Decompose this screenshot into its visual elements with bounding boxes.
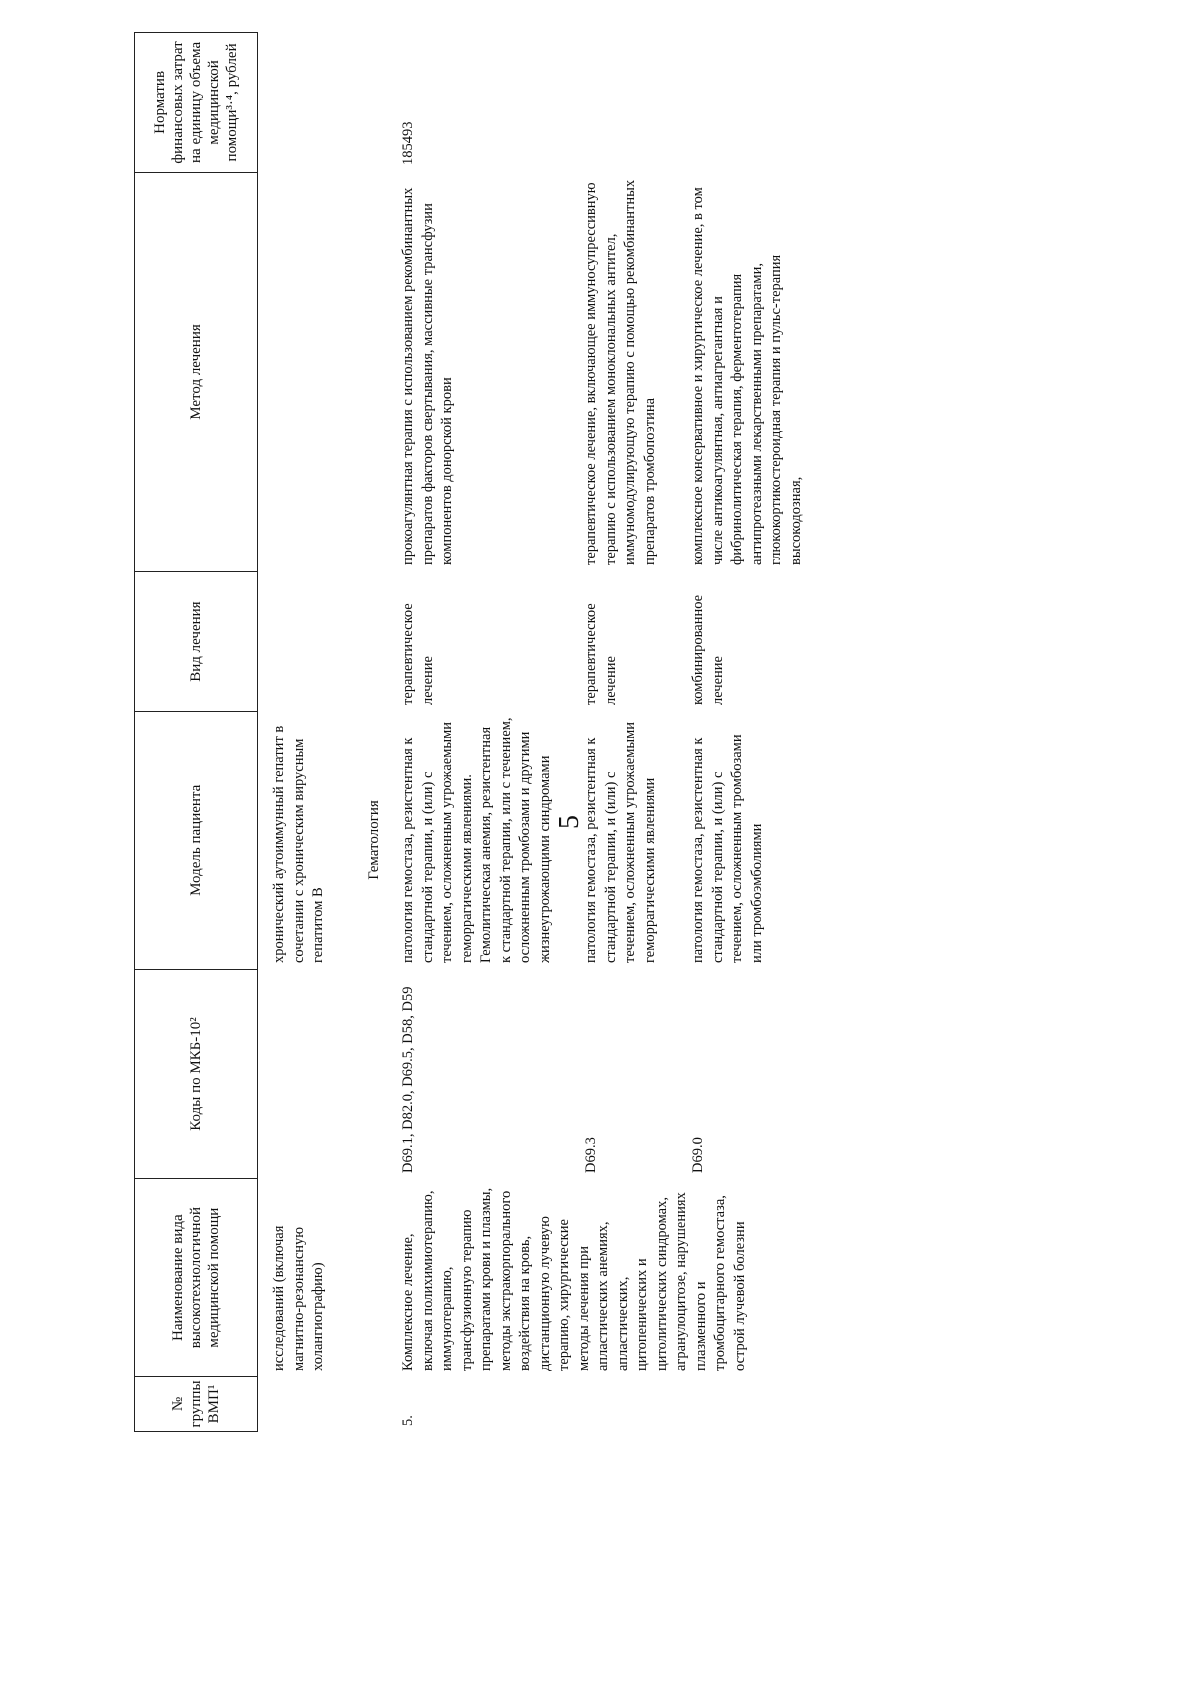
continuation-name: исследований (включая магнитно-резонансную холангиографию): [271, 1225, 326, 1371]
row-method: терапевтическое лечение, включающее иммуносупрессивную терапию с использованием моноклональных антител, иммуномодулирующую терапию с помощью рекомбинантных препаратов тромбопоэтина: [583, 179, 658, 565]
row-type: комбинированное лечение: [690, 594, 726, 705]
row-codes: D69.1, D82.0, D69.5, D58, D59: [400, 986, 416, 1173]
continuation-model: хронический аутоиммунный гепатит в сочетании с хроническим вирусным гепатитом B: [271, 725, 326, 963]
row-model: патология гемостаза, резистентная к стандартной терапии, и (или) с течением, осложненным угрожаемыми геморрагическими явлениями. Гемолитическая анемия, резистентная к стандартной терапии, или с течением, осложненным тромбозами и другими жизнеугрожающими синдромами: [400, 717, 553, 963]
table-row-continuation: [270, 32, 329, 1432]
page-number: 5: [554, 815, 585, 829]
header-method: Метод лечения: [135, 172, 257, 571]
table-header: [134, 32, 258, 1432]
table-rotated-container: [134, 32, 1094, 1432]
row-method: прокоагулянтная терапия с использованием рекомбинантных препаратов факторов свертывания, массивные трансфузии компонентов донорской крови: [400, 187, 455, 565]
header-name: Наименование вида высокотехнологичной медицинской помощи: [135, 1178, 257, 1376]
row-type: терапевтическое лечение: [400, 603, 436, 705]
header-type: Вид лечения: [135, 571, 257, 711]
row-method: комплексное консервативное и хирургическое лечение, в том числе антикоагулянтная, антиагрегантная и фибринолитическая терапия, ферментотерапия антипротеазными лекарственными препаратами, глюкокортикостероидная терапия и пульс-терапия высокодозная,: [690, 187, 804, 565]
section-title: Гематология: [366, 800, 382, 880]
header-num: № группы ВМП¹: [135, 1376, 257, 1431]
row-model: патология гемостаза, резистентная к стандартной терапии, и (или) с течением, осложненным угрожаемыми геморрагическими явлениями: [583, 721, 658, 963]
row-name: Комплексное лечение, включая полихимиотерапию, иммунотерапию, трансфузионную терапию препаратами крови и плазмы, методы экстракорпорального воздействия на кровь, дистанционную лучевую терапию, хирургические методы лечения при апластических анемиях, апластических, цитопенических и цитолитических синдромах, агранулоцитозе, нарушениях плазменного и тромбоцитарного гемостаза, острой лучевой болезни: [400, 1187, 748, 1371]
row-norm: 185493: [400, 121, 416, 165]
header-codes: Коды по МКБ-10²: [135, 969, 257, 1179]
row-num: 5.: [400, 1415, 416, 1426]
table-row: [689, 32, 806, 1432]
header-model: Модель пациента: [135, 711, 257, 969]
row-model: патология гемостаза, резистентная к стандартной терапии, и (или) с течением, осложненным тромбозами или тромбоэмболиями: [690, 734, 765, 963]
row-type: терапевтическое лечение: [583, 603, 619, 705]
table-row: [582, 32, 660, 1432]
row-codes: D69.3: [583, 1137, 599, 1173]
row-codes: D69.0: [690, 1137, 706, 1173]
header-norm: Норматив финансовых затрат на единицу объема медицинской помощи³·⁴, рублей: [152, 41, 240, 164]
